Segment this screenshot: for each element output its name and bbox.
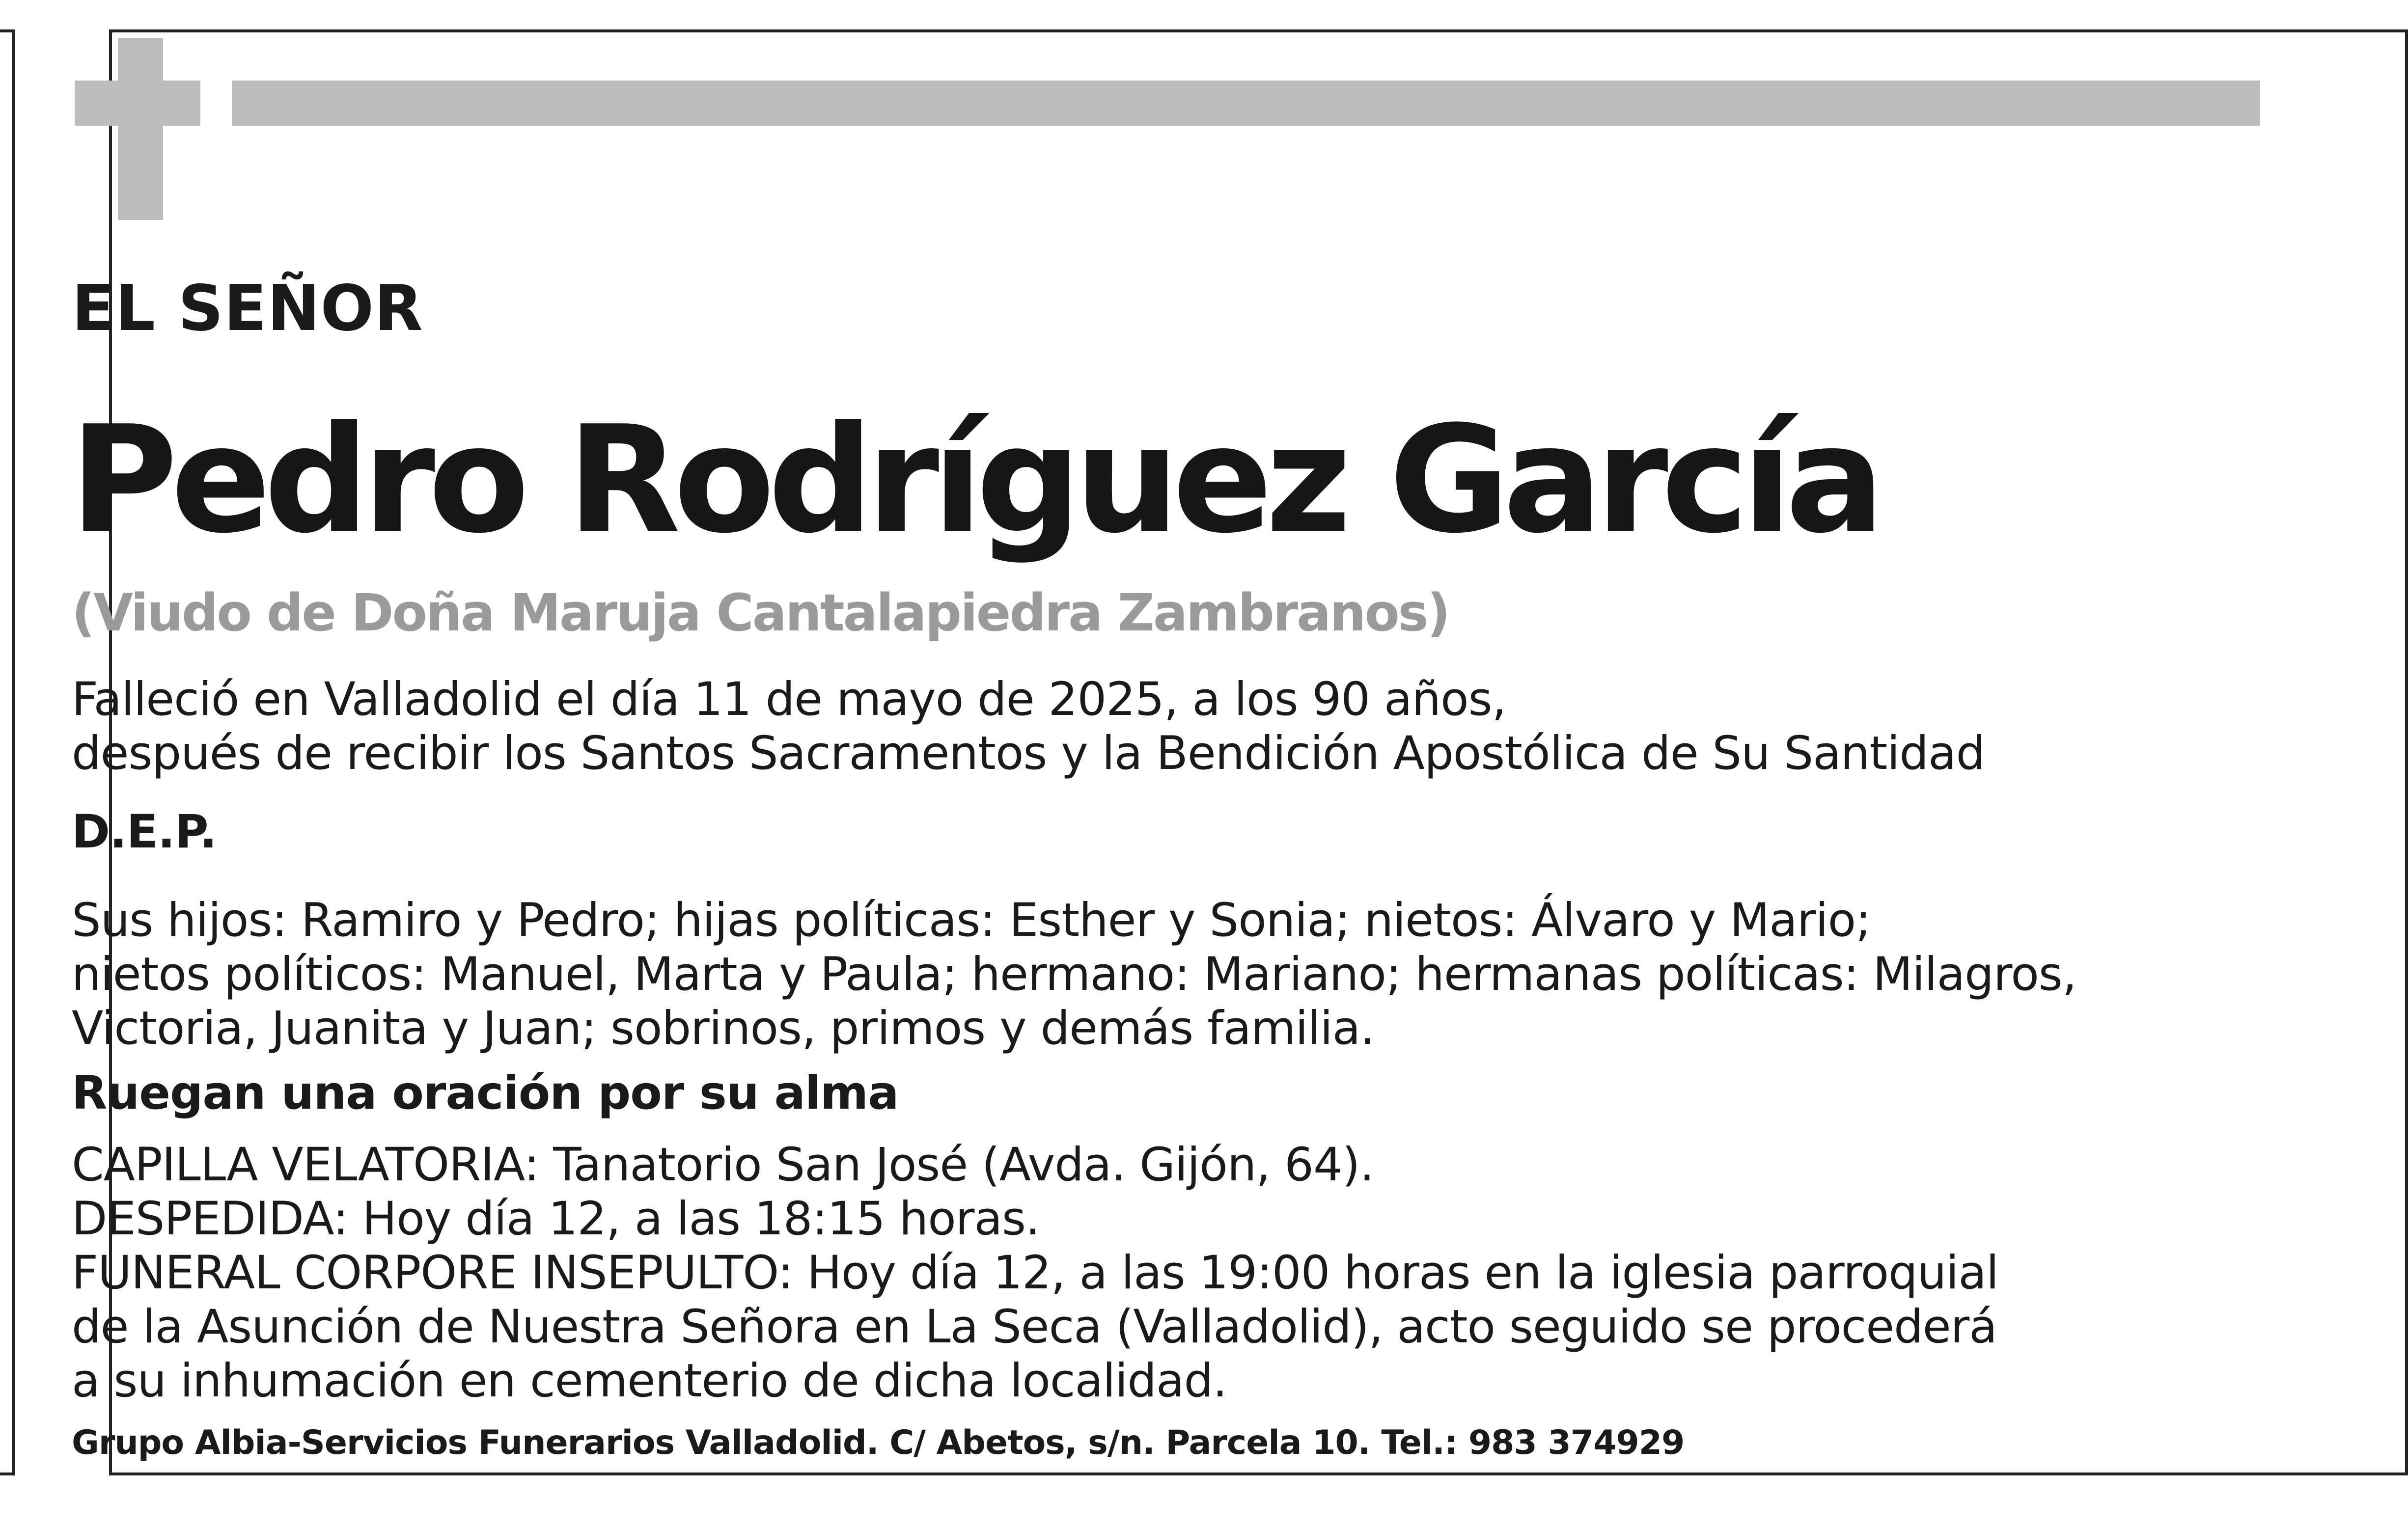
deceased-name: Pedro Rodríguez García — [70, 394, 1878, 566]
death-line: después de recibir los Santos Sacramentos y la Bendición Apostólica de Su Santidad — [72, 727, 1985, 780]
cross-horizontal-bar — [75, 81, 200, 126]
service-details — [72, 1138, 1998, 1408]
service-line: a su inhumación en cementerio de dicha localidad. — [72, 1354, 1227, 1408]
service-line: de la Asunción de Nuestra Señora en La Seca (Valladolid), acto seguido se procederá — [72, 1300, 1997, 1354]
family-line: Sus hijos: Ramiro y Pedro; hijas políticas: Esther y Sonia; nietos: Álvaro y Mario; — [72, 894, 1871, 947]
family-line: nietos políticos: Manuel, Marta y Paula; hermano: Mariano; hermanas políticas: Milagros, — [72, 948, 2076, 1001]
service-line: FUNERAL CORPORE INSEPULTO: Hoy día 12, a las 19:00 horas en la iglesia parroquial — [72, 1246, 1999, 1300]
family-list — [72, 894, 2076, 1056]
family-line: Victoria, Juanita y Juan; sobrinos, primos y demás familia. — [72, 1002, 1375, 1055]
service-line: CAPILLA VELATORIA: Tanatorio San José (Avda. Gijón, 64). — [72, 1138, 1374, 1192]
widow-note: (Viudo de Doña Maruja Cantalapiedra Zambranos) — [72, 583, 1449, 643]
death-line: Falleció en Valladolid el día 11 de mayo de 2025, a los 90 años, — [72, 673, 1506, 726]
funeral-home-footer: Grupo Albia-Servicios Funerarios Valladolid. C/ Abetos, s/n. Parcela 10. Tel.: 983 374929 — [72, 1423, 1685, 1462]
death-details — [72, 673, 1985, 781]
title-prefix: EL SEÑOR — [72, 272, 423, 345]
dep-label: D.E.P. — [72, 805, 217, 859]
adjacent-notice-border — [0, 29, 15, 1475]
decorative-header-bar — [232, 81, 2260, 126]
prayer-request: Ruegan una oración por su alma — [72, 1066, 899, 1120]
service-line: DESPEDIDA: Hoy día 12, a las 18:15 horas. — [72, 1192, 1040, 1246]
cross-vertical-bar — [118, 38, 163, 220]
